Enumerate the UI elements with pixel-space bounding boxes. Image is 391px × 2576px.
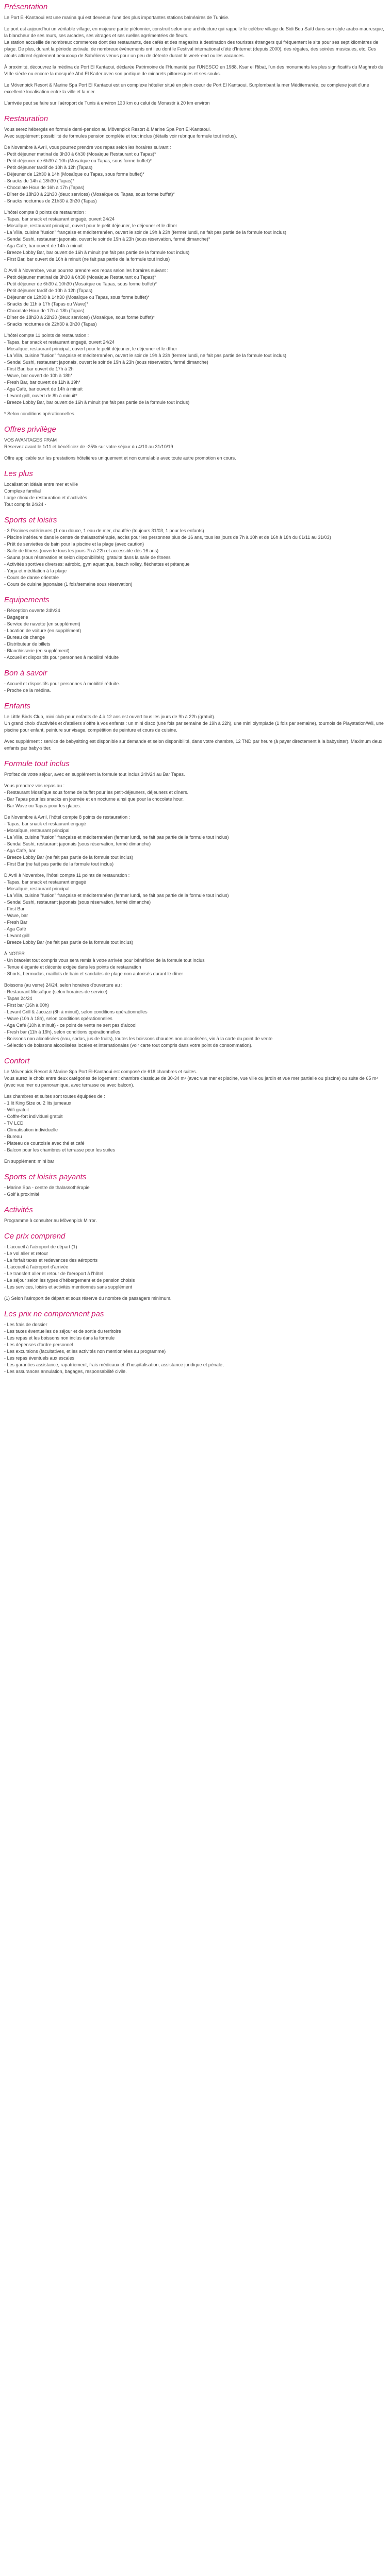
text-line: (1) Selon l'aéroport de départ et sous réserve du nombre de passagers minimum. [4,1296,172,1301]
text-line: Le Little Birds Club, mini club pour enfants de 4 à 12 ans est ouvert tous les jours de 9h à 22h (gratuit). [4,714,216,719]
text-line: À NOTER [4,951,25,956]
section-les-prix-ne-comprennent-pas [4,1309,385,1375]
text-line: - Levant Grill & Jacuzzi (8h à minuit), selon conditions opérationnelles [4,1009,148,1014]
text-line: L'hôtel compte 8 points de restauration : [4,210,87,215]
text-line: - First Bar, bar ouvert de 17h à 2h [4,366,74,371]
section-sports-et-loisirs [4,515,385,588]
paragraph [4,738,385,752]
section-title: Enfants [4,702,30,710]
text-line: - Blanchisserie (en supplément) [4,648,70,653]
text-line: - Wifi gratuit [4,1107,29,1112]
text-line: - Sendai Sushi, restaurant japonais, ouvert le soir de 19h à 23h (sous réservation, fermé dimanche) [4,360,208,365]
text-line: - Les excursions (facultatives, et les activités non mentionnées au programme) [4,1349,166,1354]
paragraph [4,1321,385,1375]
text-line: Large choix de restauration et d'activités [4,495,87,500]
paragraph [4,209,385,263]
text-line: - Breeze Lobby Bar, bar ouvert de 16h à minuit (ne fait pas partie de la formule tout inclus) [4,400,190,405]
text-line: - Le vol aller et retour [4,1251,48,1256]
text-line: Vous aurez le choix entre deux catégories de logement : chambre classique de 30-34 m² (avec vue mer et piscine, vue ville ou jardin et vue mer partielle ou piscine) ou suite de 65 m² (avec vue mer ou panoramique, avec terrasse ou avec balcon). [4,1076,378,1088]
paragraph [4,1158,385,1165]
text-line: - Aga Café [4,926,26,931]
section-confort [4,1056,385,1165]
paragraph [4,814,385,868]
text-line: - Réception ouverte 24h/24 [4,608,60,613]
text-line: - Mosaïque, restaurant principal [4,828,70,833]
text-line: L'arrivée peut se faire sur l'aéroport de Tunis à environ 130 km ou celui de Monastir à 20 km environ [4,100,210,106]
text-line: - Wave, bar ouvert de 10h à 18h* [4,373,73,378]
text-line: - Prêt de serviettes de bain pour la piscine et la plage (avec caution) [4,541,144,547]
text-line: - Sauna (sous réservation et selon disponibilités), gratuite dans la salle de fitness [4,555,171,560]
text-line: - Chocolate Hour de 16h à 17h (Tapas) [4,185,85,190]
text-line: - Breeze Lobby Bar, bar ouvert de 16h à minuit (ne fait pas partie de la formule tout inclus) [4,250,190,255]
text-line: - Mosaïque, restaurant principal, ouvert pour le petit déjeuner, le déjeuner et le dîner [4,223,177,228]
text-line: - La Villa, cuisine "fusion" française et méditerranéen (fermer lundi, ne fait pas partie de la formule tout inclus) [4,893,229,898]
section-title: Ce prix comprend [4,1232,66,1241]
text-line: - Yoga et méditation à la plage [4,568,67,573]
paragraph [4,26,385,59]
paragraph [4,783,385,809]
section-title: Sports et loisirs payants [4,1173,87,1181]
text-line: - Snacks nocturnes de 22h30 à 3h30 (Tapas) [4,321,97,327]
text-line: - Proche de la médina. [4,688,51,693]
paragraph [4,1184,385,1198]
text-line: - First Bar [4,906,25,911]
section-equipements [4,595,385,661]
paragraph [4,267,385,328]
text-line: - Déjeuner de 12h30 à 14h (Mosaïque ou Tapas, sous forme buffet)* [4,172,144,177]
text-line: Le Mövenpick Resort & Marine Spa Port El-Kantaoui est composé de 618 chambres et suites. [4,1069,197,1074]
text-line: - Bar Tapas pour les snacks en journée et en nocturne ainsi que pour la chocolate hour. [4,796,184,802]
text-line: Avec supplément : service de babysitting est disponible sur demande et selon disponibilité, dans votre chambre, 12 TND par heure (à payer directement à la babysitter). Maximum deux enfants par baby-sitter. [4,739,383,751]
text-line: Les chambres et suites sont toutes équipées de : [4,1094,105,1099]
text-line: Complexe familial [4,488,41,494]
text-line: De Novembre à Avril, vous pourrez prendre vos repas selon les horaires suivant : [4,145,171,150]
text-line: - La Villa, cuisine "fusion" française et méditerranéen (fermer lundi, ne fait pas partie de la formule tout inclus) [4,835,229,840]
text-line: Avec supplément possibilité de formules pension complète et tout inclus (détails voir rubrique formule tout inclus). [4,133,237,139]
text-line: - Fresh Bar, bar ouvert de 11h à 19h* [4,380,80,385]
section-activites [4,1205,385,1224]
text-line: - Déjeuner de 12h30 à 14h30 (Mosaïque ou Tapas, sous forme buffet)* [4,295,150,300]
text-line: - Bar Wave ou Tapas pour les glaces. [4,803,82,808]
paragraph [4,437,385,450]
text-line: - Cours de cuisine japonaise (1 fois/semaine sous réservation) [4,582,133,587]
text-line: En supplément: mini bar [4,1159,55,1164]
section-title: Bon à savoir [4,669,47,677]
text-line: - Dîner de 18h30 à 22h30 (deux services) (Mosaïque, sous forme buffet)* [4,315,155,320]
section-enfants [4,701,385,752]
text-line: D'Avril à Novembre, l'hôtel compte 11 points de restauration : [4,873,130,878]
text-line: - Salle de fitness (ouverte tous les jours 7h à 22h et accessible dès 16 ans) [4,548,159,553]
text-line: Réservez avant le 1/11 et bénéficiez de -25% sur votre séjour du 4/10 au 31/10/19 [4,444,173,449]
text-line: - Tapas, bar snack et restaurant engagé [4,821,86,826]
paragraph [4,607,385,661]
text-line: - Les repas et les boissons non inclus dans la formule [4,1335,115,1341]
paragraph [4,64,385,77]
text-line: - Aga Café, bar [4,848,36,853]
paragraph [4,411,385,417]
text-line: - Les garanties assistance, rapatriement, frais médicaux et d'hospitalisation, assistance juridique et pénale, [4,1362,224,1367]
text-line: - Petit déjeuner tardif de 10h à 12h (Tapas) [4,288,93,293]
text-line: - TV LCD [4,1121,24,1126]
paragraph [4,681,385,694]
paragraph [4,455,385,462]
section-les-plus [4,469,385,508]
text-line: - Sendai Sushi, restaurant japonais (sous réservation, fermé dimanche) [4,900,151,905]
text-line: - Mosaïque, restaurant principal [4,886,70,891]
text-line: - Un bracelet tout compris vous sera remis à votre arrivée pour bénéficier de la formule tout inclus [4,958,205,963]
paragraph [4,14,385,21]
text-line: - Les frais de dossier [4,1322,47,1327]
section-formule-tout-inclus [4,759,385,1049]
section-title: Activités [4,1206,33,1214]
text-line: - Les assurances annulation, bagages, responsabilité civile. [4,1369,127,1374]
section-title: Formule tout inclus [4,759,70,768]
text-line: Profitez de votre séjour, avec en supplément la formule tout inclus 24h/24 au Bar Tapas. [4,772,185,777]
text-line: - Accueil et dispositifs pour personnes à mobilité réduite. [4,681,120,686]
paragraph [4,481,385,508]
text-line: - Petit déjeuner tardif de 10h à 12h (Tapas) [4,165,93,170]
text-line: - Aga Café, bar ouvert de 14h à minuit [4,386,83,392]
text-line: La station accueille de nombreux commerces dont des restaurants, des cafés et des magasins à destination des touristes étrangers qui fréquentent le site pour ses sept kilomètres de plage. De plus, durant la période estivale, de nombreux événements ont lieu dont le Festival international d'été d'Internet (depuis 2000), des régates, des soirées musicales, etc. Ces atouts attirent également beaucoup de Sahéliens venus pour un peu de détente durant le week-end ou les vacances. [4,40,379,58]
text-line: - Tapas, bar snack et restaurant engagé, ouvert 24/24 [4,340,115,345]
text-line: Tout compris 24/24 - [4,502,46,507]
text-line: - Golf à proximité [4,1192,40,1197]
text-line: - Petit déjeuner matinal de 3h30 à 6h30 (Mosaïque Restaurant ou Tapas)* [4,275,156,280]
text-line: - Dîner de 18h30 à 21h30 (deux services) (Mosaïque ou Tapas, sous forme buffet)* [4,192,175,197]
paragraph [4,982,385,1049]
paragraph [4,1217,385,1224]
text-line: Offre applicable sur les prestations hôtelières uniquement et non cumulable avec toute autre promotion en cours. [4,455,236,461]
text-line: - Balcon pour les chambres et terrasse pour les suites [4,1147,116,1153]
text-line: - Sendai Sushi, restaurant japonais, ouvert le soir de 19h à 23h (sous réservation, fermé dimanche)* [4,236,210,242]
text-line: - La Villa, cuisine "fusion" française et méditerranéen, ouvert le soir de 19h à 23h (fermer lundi, ne fait pas partie de la formule tout inclus) [4,230,287,235]
section-title: Restauration [4,114,48,123]
text-line: - Petit déjeuner matinal de 3h30 à 6h30 (Mosaïque Restaurant ou Tapas)* [4,151,156,157]
section-title: Offres privilège [4,425,56,434]
paragraph [4,1244,385,1291]
text-line: À proximité, découvrez la médina de Port El Kantaoui, déclarée Patrimoine de l'Humanité par l'UNESCO en 1988, Ksar el Ribat, l'un des monuments les plus significatifs du Maghreb du VIIIe siècle ou encore la mosquée Abd El Kader avec son portique de minarets pittoresques et ses souks. [4,64,384,76]
section-title: Les plus [4,469,33,478]
text-line: - Activités sportives diverses: aérobic, gym aquatique, beach volley, fléchettes et pétanque [4,562,190,567]
text-line: - Breeze Lobby Bar (ne fait pas partie de la formule tout inclus) [4,940,134,945]
text-line: - Boissons non alcoolisées (eau, sodas, jus de fruits), toutes les boissons chaudes non alcoolisées, vin à la carte du point de vente [4,1036,273,1041]
text-line: - Tapas, bar snack et restaurant engagé [4,879,86,885]
text-line: - Climatisation individuelle [4,1127,58,1132]
text-line: Programme à consulter au Mövenpick Mirror. [4,1218,97,1223]
text-line: - Levant grill [4,933,30,938]
section-title: Confort [4,1057,30,1065]
text-line: - Bureau de change [4,635,45,640]
text-line: Vous prendrez vos repas au : [4,783,65,788]
text-line: Le Mövenpick Resort & Marine Spa Port El Kantaoui est un complexe hôtelier situé en plein coeur de Port El Kantaoui. Surplombant la mer Méditerranée, ce complexe jouit d'une excellente localisation entre la ville et la mer. [4,82,369,94]
text-line: - Les services, loisirs et activités mentionnés sans supplément [4,1284,133,1290]
text-line: Localisation idéale entre mer et ville [4,482,78,487]
text-line: - Bagagerie [4,615,28,620]
paragraph [4,144,385,205]
paragraph [4,100,385,107]
text-line: - Le transfert aller et retour de l'aéroport à l'hôtel [4,1271,104,1276]
section-title: Equipements [4,596,50,604]
text-line: - Piscine intérieure dans le centre de thalassothérapie, accès pour les personnes plus de 16 ans, tous les jours de 7h à 10h et de 16h à 18h du 01/11 au 31/03) [4,535,331,540]
section-offres-privilege [4,425,385,462]
text-line: - Sélection de boissons alcoolisées locales et internationales (voir carte tout compris dans votre point de consommation). [4,1043,253,1048]
text-line: - Plateau de courtoisie avec thé et café [4,1141,85,1146]
text-line: - First bar (16h à 00h) [4,1003,50,1008]
text-line: - Les dépenses d'ordre personnel [4,1342,73,1347]
text-line: - Sendai Sushi, restaurant japonais (sous réservation, fermé dimanche) [4,841,151,846]
text-line: - Aga Café (10h à minuit) - ce point de vente ne sert pas d'alcool [4,1023,137,1028]
text-line: - Aga Café, bar ouvert de 14h à minuit [4,243,83,248]
text-line: Le port est aujourd'hui un véritable village, en majeure partie piétonnier, construit selon une architecture qui rappelle le célèbre village de Sidi Bou Saïd dans son style arabo-mauresque, la blancheur de ses murs, ses arcades, ses vitrages et ses ruelles agrémentées de fleurs. [4,26,384,38]
text-line: D'Avril à Novembre, vous pourrez prendre vos repas selon les horaires suivant : [4,268,169,273]
paragraph [4,1295,385,1302]
text-line: - Tapas 24/24 [4,996,32,1001]
text-line: - Chocolate Hour de 17h à 18h (Tapas) [4,308,85,313]
text-line: * Selon conditions opérationnelles. [4,411,76,416]
text-line: - Location de voiture (en supplément) [4,628,82,633]
text-line: VOS AVANTAGES FRAM [4,437,57,443]
text-line: - Les repas éventuels aux escales [4,1355,75,1361]
paragraph [4,1093,385,1154]
text-line: - Snacks nocturnes de 21h30 à 3h30 (Tapas) [4,198,97,204]
text-line: - Fresh Bar [4,920,28,925]
section-title: Présentation [4,3,48,11]
text-line: - Bureau [4,1134,22,1139]
text-line: Le Port El-Kantaoui est une marina qui est devenue l'une des plus importantes stations balnéaires de Tunisie. [4,15,230,20]
text-line: - Petit déjeuner de 6h30 à 10h30 (Mosaïque ou Tapas, sous forme buffet)* [4,281,157,286]
text-line: - La forfait taxes et redevances des aéroports [4,1258,98,1263]
text-line: - L'accueil à l'aéroport de départ (1) [4,1244,77,1249]
section-bon-a-savoir [4,668,385,694]
section-restauration [4,114,385,417]
text-line: - Tenue élégante et décente exigée dans les points de restauration [4,964,141,970]
text-line: - Shorts, bermudas, maillots de bain et sandales de plage non autorisés durant le dîner [4,971,183,976]
text-line: - Les taxes éventuelles de séjour et de sortie du territoire [4,1329,121,1334]
text-line: Vous serez hébergés en formule demi-pension au Mövenpick Resort & Marine Spa Port El-Kantaoui. [4,127,211,132]
paragraph [4,951,385,977]
paragraph [4,82,385,95]
text-line: - Restaurant Mosaïque (selon horaires de service) [4,989,108,994]
text-line: - Wave (10h à 18h), selon conditions opérationnelles [4,1016,112,1021]
text-line: - La Villa, cuisine "fusion" française et méditerranéen, ouvert le soir de 19h à 23h (fermer lundi, ne fait pas partie de la formule tout inclus) [4,353,287,358]
paragraph [4,872,385,946]
text-line: - Fresh bar (11h à 19h), selon conditions opérationnelles [4,1029,120,1035]
section-presentation [4,2,385,107]
text-line: - Coffre-fort individuel gratuit [4,1114,63,1119]
paragraph [4,332,385,406]
text-line: - Snacks de 11h à 17h (Tapas ou Wave)* [4,301,89,307]
text-line: - Restaurant Mosaïque sous forme de buffet pour les petit-déjeuners, déjeuners et dîners. [4,790,189,795]
section-sports-et-loisirs-payants [4,1172,385,1198]
text-line: - Breeze Lobby Bar (ne fait pas partie de la formule tout inclus) [4,855,134,860]
text-line: - Levant grill, ouvert de 8h à minuit* [4,393,77,398]
text-line: - Accueil et dispositifs pour personnes à mobilité réduite [4,655,119,660]
text-line: - Tapas, bar snack et restaurant engagé, ouvert 24/24 [4,216,115,222]
text-line: - L'accueil à l'aéroport d'arrivée [4,1264,69,1269]
text-line: Boissons (au verre) 24/24, selon horaires d'ouverture au : [4,982,123,988]
text-line: - Petit déjeuner de 6h30 à 10h (Mosaïque ou Tapas, sous forme buffet)* [4,158,152,163]
text-line: - Marine Spa - centre de thalassothérapie [4,1185,90,1190]
text-line: - Service de navette (en supplément) [4,621,80,626]
text-line: Un grand choix d'activités et d'ateliers s'offre à vos enfants : un mini disco (une fois par semaine de 19h à 22h), une mini olympiade (1 fois par semaine), tournois de Playstation/Wii, une piscine pour enfant, peinture sur visage, compétition de peinture et cours de cuisine. [4,721,384,733]
text-line: - 3 Piscines extérieures (1 eau douce, 1 eau de mer, chauffée (toujours 31/03, 1 pour les enfants) [4,528,204,533]
text-line: - Snacks de 14h à 18h30 (Tapas)* [4,178,75,183]
text-line: - 1 lit King Size ou 2 lits jumeaux [4,1100,72,1106]
text-line: - Distributeur de billets [4,641,51,647]
paragraph [4,1069,385,1089]
text-line: L'hôtel compte 11 points de restauration : [4,333,89,338]
section-title: Sports et loisirs [4,516,57,524]
section-title: Les prix ne comprennent pas [4,1310,104,1318]
paragraph [4,771,385,778]
text-line: - Cours de danse orientale [4,575,59,580]
text-line: - Mosaïque, restaurant principal, ouvert pour le petit déjeuner, le déjeuner et le dîner [4,346,177,351]
section-ce-prix-comprend [4,1231,385,1302]
paragraph [4,714,385,734]
paragraph [4,528,385,588]
paragraph [4,126,385,140]
text-line: De Novembre à Avril, l'hôtel compte 8 points de restauration : [4,815,131,820]
text-line: - Wave, bar [4,913,28,918]
text-line: - First Bar, bar ouvert de 16h à minuit (ne fait pas partie de la formule tout inclus) [4,257,170,262]
text-line: - First Bar (ne fait pas partie de la formule tout inclus) [4,861,114,867]
text-line: - Le séjour selon les types d'hébergement et de pension choisis [4,1278,135,1283]
